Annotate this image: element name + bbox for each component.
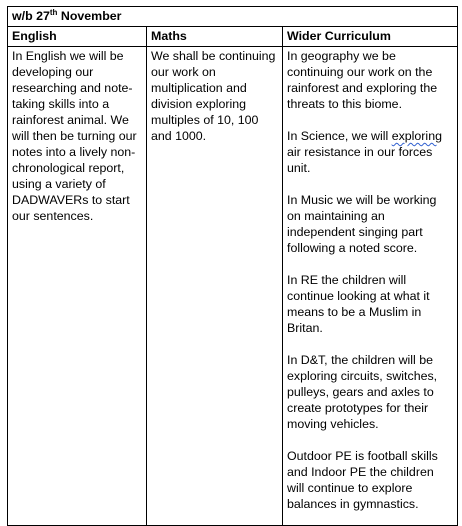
- week-month: November: [57, 9, 122, 23]
- wider-curriculum-cell: [283, 47, 458, 526]
- subject-header-row: [8, 27, 458, 47]
- weekly-plan-table: [7, 6, 458, 526]
- science-paragraph: [287, 128, 453, 176]
- subject-content-row: [8, 47, 458, 526]
- re-paragraph: In RE the children will continue looking at what it means to be a Muslim in Britan.: [287, 273, 430, 335]
- science-text-end: air resistance in our forces unit.: [287, 145, 433, 175]
- week-prefix: w/b 27: [12, 9, 50, 23]
- english-text: In English we will be developing our researching and note-taking skills into a rainforest animal. We will then be turning our notes into a lively non-chronological report, using a variety of DADWAVERs to start our sentences.: [12, 49, 137, 223]
- geography-paragraph: In geography we be continuing our work on the rainforest and exploring the threats to this biome.: [287, 49, 438, 111]
- maths-cell: [147, 47, 283, 526]
- science-text-start: In Science, we will: [287, 129, 392, 143]
- music-paragraph: In Music we will be working on maintaining an independent singing part following a noted score.: [287, 193, 437, 255]
- maths-text: We shall be continuing our work on multiplication and division exploring multiples of 10, 100 and 1000.: [151, 49, 276, 143]
- week-row: [8, 7, 458, 27]
- dt-paragraph: In D&T, the children will be exploring circuits, switches, pulleys, gears and axles to create prototypes for their moving vehicles.: [287, 353, 438, 431]
- header-wider-curriculum: Wider Curriculum: [283, 27, 458, 47]
- spellcheck-flagged-word[interactable]: exploring: [391, 129, 442, 143]
- week-ordinal-suffix: th: [49, 7, 58, 17]
- header-maths: Maths: [147, 27, 283, 47]
- english-cell: [8, 47, 147, 526]
- pe-paragraph: Outdoor PE is football skills and Indoor PE the children will continue to explore balances in gymnastics.: [287, 449, 438, 511]
- header-english: English: [8, 27, 147, 47]
- week-cell: [8, 7, 458, 27]
